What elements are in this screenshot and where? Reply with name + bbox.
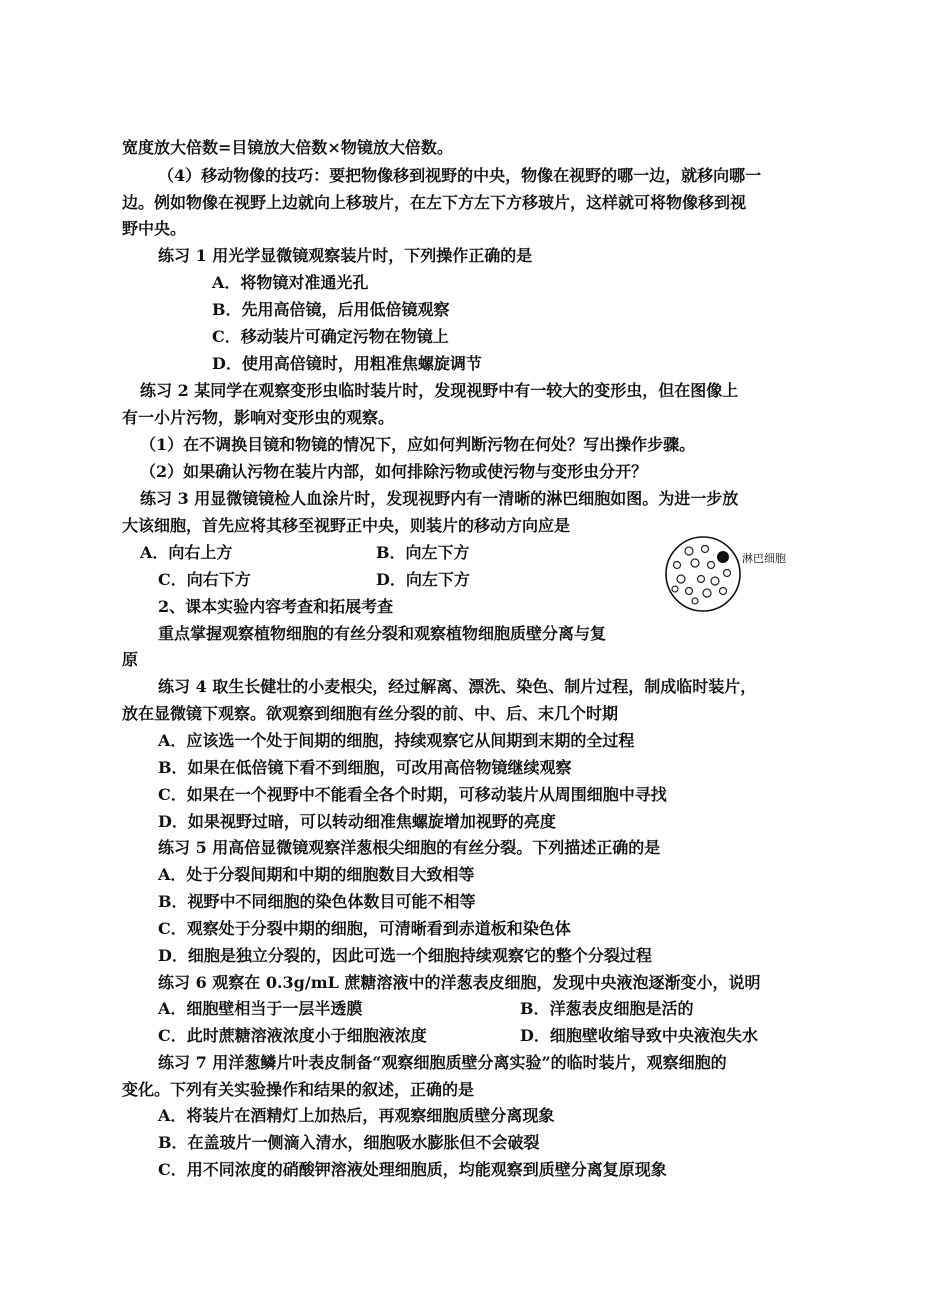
- option: A．应该选一个处于间期的细胞，持续观察它从间期到末期的全过程: [158, 731, 635, 750]
- lymphocyte-cell: [717, 551, 729, 563]
- section-heading: 2、课本实验内容考查和拓展考查: [158, 597, 394, 616]
- exercise-title: 练习 6 观察在 0.3g/mL 蔗糖溶液中的洋葱表皮细胞，发现中央液泡逐渐变小，说明: [158, 973, 761, 992]
- option: A．将装片在酒精灯上加热后，再观察细胞质壁分离现象: [158, 1106, 555, 1125]
- exercise-title: 练习 4 取生长健壮的小麦根尖，经过解离、漂洗、染色、制片过程，制成临时装片，: [158, 677, 757, 696]
- option: C．如果在一个视野中不能看全各个时期，可移动装片从周围细胞中寻找: [158, 785, 667, 804]
- text-line: 原: [122, 650, 139, 669]
- text-line: 边。例如物像在视野上边就向上移玻片，在左下方左下方移玻片，这样就可将物像移到视: [122, 193, 747, 212]
- microscope-field-figure: [665, 535, 815, 615]
- option: A．细胞壁相当于一层半透膜: [158, 999, 363, 1018]
- option: B．在盖玻片一侧滴入清水，细胞吸水膨胀但不会破裂: [158, 1133, 540, 1152]
- text-line: 有一小片污物，影响对变形虫的观察。: [122, 408, 395, 427]
- text-line: 重点掌握观察植物细胞的有丝分裂和观察植物细胞质壁分离与复: [158, 624, 607, 643]
- text-line: 野中央。: [122, 219, 187, 238]
- option: B．先用高倍镜，后用低倍镜观察: [212, 300, 450, 319]
- option: B．洋葱表皮细胞是活的: [520, 999, 694, 1018]
- text-line: （2）如果确认污物在装片内部，如何排除污物或使污物与变形虫分开？: [140, 462, 648, 481]
- option: A．将物镜对准通光孔: [212, 273, 369, 292]
- exercise-title: 练习 2 某同学在观察变形虫临时装片时，发现视野中有一较大的变形虫，但在图像上: [140, 381, 739, 400]
- text-line: 放在显微镜下观察。欲观察到细胞有丝分裂的前、中、后、末几个时期: [122, 704, 619, 723]
- option: C．观察处于分裂中期的细胞，可清晰看到赤道板和染色体: [158, 919, 571, 938]
- exercise-title: 练习 5 用高倍显微镜观察洋葱根尖细胞的有丝分裂。下列描述正确的是: [158, 838, 661, 857]
- option: C．此时蔗糖溶液浓度小于细胞液浓度: [158, 1026, 427, 1045]
- text-line: （4）移动物像的技巧：要把物像移到视野的中央，物像在视野的哪一边，就移向哪一: [158, 166, 762, 185]
- text-line: 大该细胞，首先应将其移至视野正中央，则装片的移动方向应是: [122, 516, 571, 535]
- option: C．向右下方: [158, 570, 251, 589]
- option: C．移动装片可确定污物在物镜上: [212, 327, 449, 346]
- exercise-title: 练习 3 用显微镜镜检人血涂片时，发现视野内有一清晰的淋巴细胞如图。为进一步放: [140, 489, 739, 508]
- option: B．向左下方: [376, 543, 470, 562]
- text-line: 宽度放大倍数=目镜放大倍数×物镜放大倍数。: [122, 138, 453, 157]
- option: D．细胞是独立分裂的，因此可选一个细胞持续观察它的整个分裂过程: [158, 946, 652, 965]
- option: D．细胞壁收缩导致中央液泡失水: [520, 1026, 758, 1045]
- option: D．使用高倍镜时，用粗准焦螺旋调节: [212, 354, 482, 373]
- text-line: （1）在不调换目镜和物镜的情况下，应如何判断污物在何处？写出操作步骤。: [140, 435, 696, 454]
- option: D．如果视野过暗，可以转动细准焦螺旋增加视野的亮度: [158, 812, 556, 831]
- field-of-view-circle: [666, 537, 740, 611]
- exercise-title: 练习 7 用洋葱鳞片叶表皮制备“观察细胞质壁分离实验”的临时装片，观察细胞的: [158, 1053, 727, 1072]
- figure-label: 淋巴细胞: [742, 553, 786, 565]
- option: D．向左下方: [376, 570, 470, 589]
- option: C．用不同浓度的硝酸钾溶液处理细胞质，均能观察到质壁分离复原现象: [158, 1160, 667, 1179]
- option: A．向右上方: [140, 543, 233, 562]
- option: B．如果在低倍镜下看不到细胞，可改用高倍物镜继续观察: [158, 758, 572, 777]
- text-line: 变化。下列有关实验操作和结果的叙述，正确的是: [122, 1080, 475, 1099]
- option: B．视野中不同细胞的染色体数目可能不相等: [158, 892, 476, 911]
- exercise-title: 练习 1 用光学显微镜观察装片时，下列操作正确的是: [158, 246, 533, 265]
- option: A．处于分裂间期和中期的细胞数目大致相等: [158, 865, 475, 884]
